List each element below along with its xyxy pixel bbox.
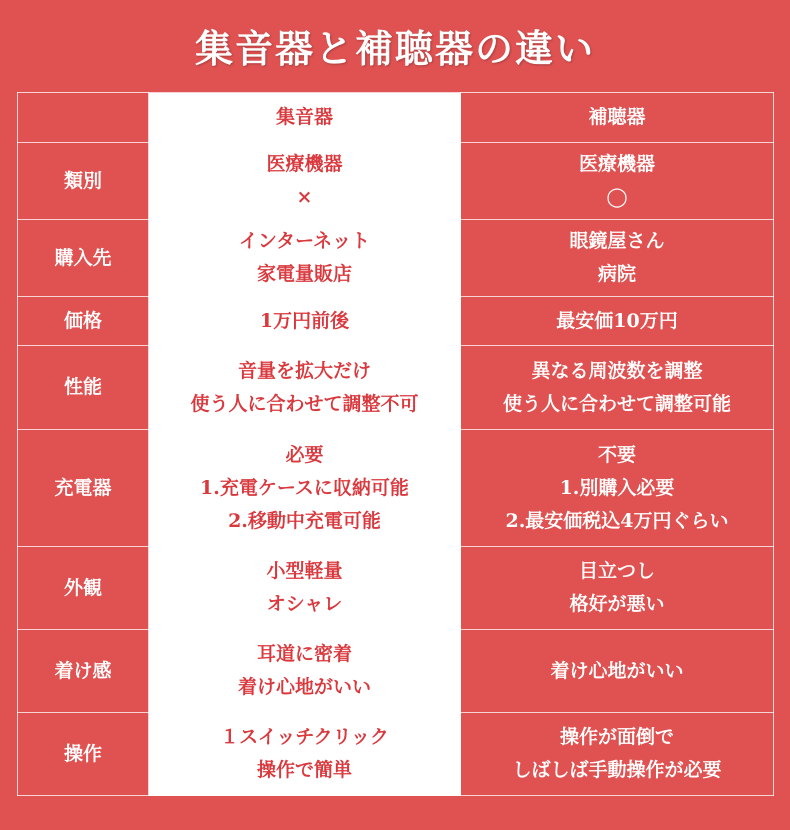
page-title: 集音器と補聴器の違い [194, 26, 595, 71]
collector-cell: 音量を拡大だけ 使う人に合わせて調整不可 [149, 346, 461, 430]
collector-cell: 小型軽量 オシャレ [149, 547, 461, 630]
collector-cell: 耳道に密着 着け心地がいい [149, 630, 461, 713]
comparison-table [17, 92, 774, 796]
table-row [18, 346, 774, 430]
column-header-collector: 集音器 [149, 93, 461, 143]
hearing-aid-cell: 着け心地がいい [461, 630, 774, 713]
collector-cell: インターネット 家電量販店 [149, 220, 461, 297]
row-label: 類別 [18, 143, 149, 220]
row-label: 充電器 [18, 430, 149, 547]
table-row [18, 713, 774, 796]
table-row [18, 547, 774, 630]
row-label: 購入先 [18, 220, 149, 297]
hearing-aid-cell: 最安価10万円 [461, 297, 774, 346]
table-row [18, 297, 774, 346]
collector-cell: １スイッチクリック 操作で簡単 [149, 713, 461, 796]
hearing-aid-cell: 眼鏡屋さん 病院 [461, 220, 774, 297]
row-label: 着け感 [18, 630, 149, 713]
collector-cell: 必要 1.充電ケースに収納可能 2.移動中充電可能 [149, 430, 461, 547]
column-header-hearing-aid: 補聴器 [461, 93, 774, 143]
hearing-aid-cell: 目立つし 格好が悪い [461, 547, 774, 630]
hearing-aid-cell: 異なる周波数を調整 使う人に合わせて調整可能 [461, 346, 774, 430]
hearing-aid-cell: 操作が面倒で しばしば手動操作が必要 [461, 713, 774, 796]
collector-cell: 1万円前後 [149, 297, 461, 346]
collector-cell: 医療機器 × [149, 143, 461, 220]
table-row [18, 630, 774, 713]
table-row [18, 430, 774, 547]
row-label: 外観 [18, 547, 149, 630]
header-row [18, 93, 774, 143]
table-row [18, 143, 774, 220]
row-label: 価格 [18, 297, 149, 346]
table-row [18, 220, 774, 297]
corner-cell [18, 93, 149, 143]
hearing-aid-cell: 医療機器 ◯ [461, 143, 774, 220]
hearing-aid-cell: 不要 1.別購入必要 2.最安価税込4万円ぐらい [461, 430, 774, 547]
row-label: 性能 [18, 346, 149, 430]
row-label: 操作 [18, 713, 149, 796]
